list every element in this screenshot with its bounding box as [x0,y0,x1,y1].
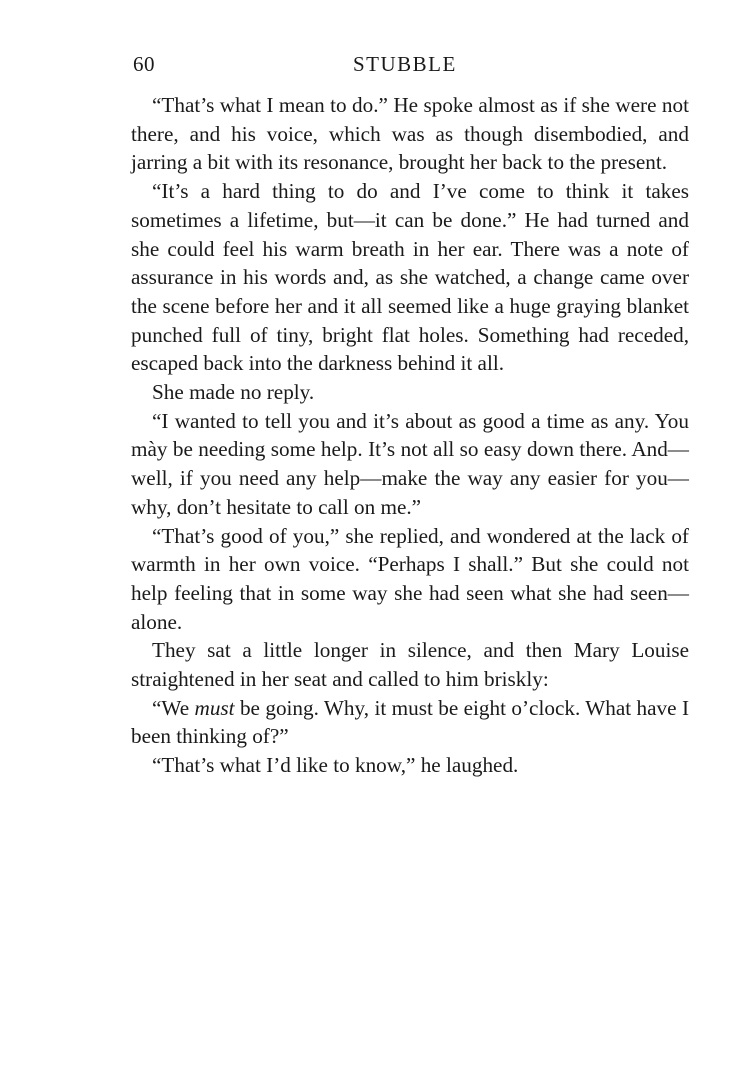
page-number: 60 [133,52,155,76]
paragraph: “That’s what I mean to do.” He spoke almost as if she were not there, and his voice, which was as though disembodied, and jarring a bit with its resonance, brought her back to the present. [131,93,689,175]
emphasized-word: must [194,695,235,720]
paragraph: “I wanted to tell you and it’s about as good a time as any. You mày be needing some help. It’s not all so easy down there. And—well, if you need any help—make the way any easier for you—why, don’t hesitate to call on me.” [131,408,689,519]
paragraph: “It’s a hard thing to do and I’ve come to think it takes sometimes a lifetime, but—it can be done.” He had turned and she could feel his warm breath in her ear. There was a note of assurance in his words and, as she watched, a change came over the scene before her and it all seemed like a huge graying blanket punched full of tiny, bright flat holes. Something had receded, escaped back into the darkness behind it all. [131,179,689,376]
running-title: STUBBLE [353,52,457,76]
paragraph-text-after: be going. Why, it must be eight o’clock. What have I been thinking of?” [131,695,689,749]
page-header [133,52,688,82]
paragraph: “That’s what I’d like to know,” he laughed. [152,753,519,778]
paragraph: “That’s good of you,” she replied, and wondered at the lack of warmth in her own voice. “Perhaps I shall.” But she could not help feeling that in some way she had seen what she had seen—alone. [131,523,689,634]
paragraph: She made no reply. [152,380,315,405]
paragraph: They sat a little longer in silence, and then Mary Louise straightened in her seat and called to him briskly: [131,638,689,692]
paragraph-text-before: “We [152,695,195,720]
paragraph [131,694,689,751]
body-text [131,91,689,780]
